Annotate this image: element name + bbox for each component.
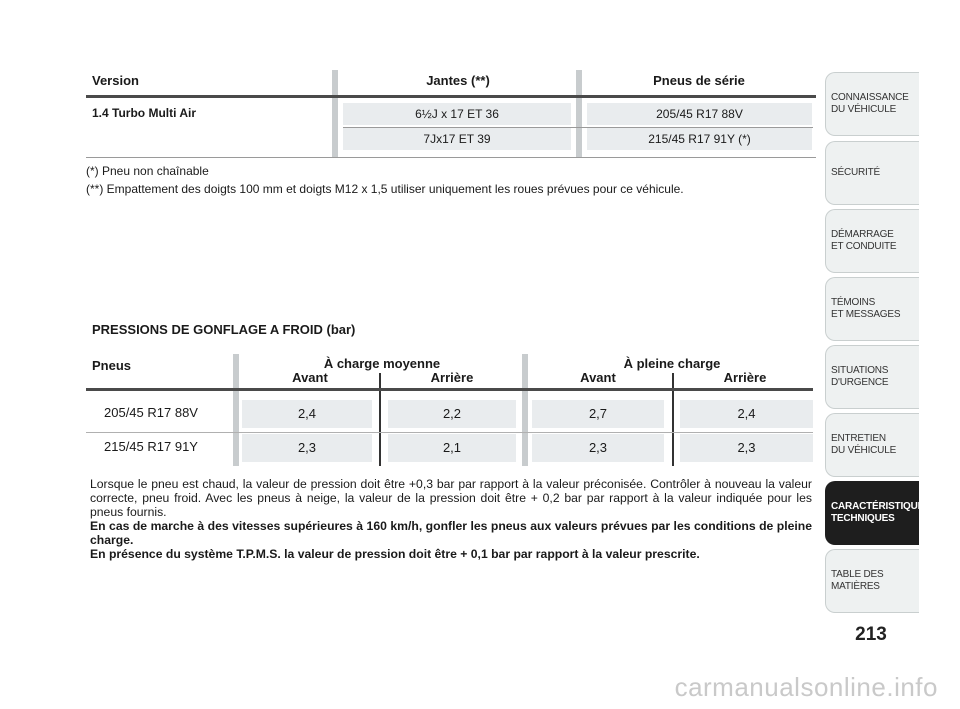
header-rule (86, 95, 816, 98)
pressure-value: 2,1 (388, 434, 516, 462)
header-tyres: Pneus (92, 358, 132, 373)
tab-situations[interactable]: SITUATIONS D'URGENCE (825, 345, 919, 409)
tyre-cell: 215/45 R17 91Y (*) (587, 128, 812, 150)
header-front: Avant (292, 370, 328, 385)
column-divider (522, 354, 528, 466)
header-rear: Arrière (430, 370, 474, 385)
column-divider (576, 70, 582, 158)
tab-caracteristiques[interactable]: CARACTÉRISTIQUES TECHNIQUES (825, 481, 919, 545)
header-rear: Arrière (723, 370, 767, 385)
column-divider (332, 70, 338, 158)
tab-demarrage[interactable]: DÉMARRAGE ET CONDUITE (825, 209, 919, 273)
tyre-cell: 205/45 R17 88V (587, 103, 812, 125)
header-version: Version (92, 73, 139, 88)
rim-cell: 7Jx17 ET 39 (343, 128, 571, 150)
header-rule (86, 388, 813, 391)
page-number: 213 (855, 624, 887, 645)
pressure-value: 2,7 (532, 400, 664, 428)
rim-cell: 6½J x 17 ET 36 (343, 103, 571, 125)
table-bottom-rule (86, 157, 816, 158)
paragraph-bold: En cas de marche à des vitesses supérieures à 160 km/h, gonfler les pneus aux valeurs prévues par les conditions de pleine charge. (90, 519, 812, 547)
section-title: PRESSIONS DE GONFLAGE A FROID (bar) (92, 322, 356, 337)
header-rims: Jantes (**) (426, 73, 490, 88)
header-medium-load: À charge moyenne (323, 356, 441, 371)
column-divider (379, 373, 381, 466)
tab-entretien[interactable]: ENTRETIEN DU VÉHICULE (825, 413, 919, 477)
version-name: 1.4 Turbo Multi Air (92, 106, 196, 120)
pressure-value: 2,4 (680, 400, 813, 428)
watermark: carmanualsonline.info (674, 672, 938, 702)
paragraph-bold: En présence du système T.P.M.S. la valeur de pression doit être + 0,1 bar par rapport à la valeur prescrite. (90, 547, 700, 561)
footnote: (*) Pneu non chaînable (86, 164, 209, 178)
tyre-size: 205/45 R17 88V (104, 405, 198, 420)
pressure-value: 2,3 (680, 434, 813, 462)
header-full-load: À pleine charge (623, 356, 721, 371)
tab-temoins[interactable]: TÉMOINS ET MESSAGES (825, 277, 919, 341)
pressure-value: 2,2 (388, 400, 516, 428)
column-divider (233, 354, 239, 466)
header-front: Avant (580, 370, 616, 385)
header-tyres: Pneus de série (653, 73, 745, 88)
column-divider (672, 373, 674, 466)
footnote: (**) Empattement des doigts 100 mm et doigts M12 x 1,5 utiliser uniquement les roues prévues pour ce véhicule. (86, 182, 684, 196)
body-text (90, 477, 812, 561)
tab-securite[interactable]: SÉCURITÉ (825, 141, 919, 205)
row-divider (86, 432, 813, 433)
pressure-value: 2,3 (242, 434, 372, 462)
tab-connaissance[interactable]: CONNAISSANCE DU VÉHICULE (825, 72, 919, 136)
tab-table-matieres[interactable]: TABLE DES MATIÈRES (825, 549, 919, 613)
pressure-value: 2,3 (532, 434, 664, 462)
paragraph-normal: Lorsque le pneu est chaud, la valeur de pression doit être +0,3 bar par rapport à la valeur préconisée. Contrôler à nouveau la valeur correcte, pneu froid. Avec les pneus à neige, la valeur de la pression doit être + 0,2 bar par rapport à la valeur indiquée pour les pneus fournis. (90, 477, 812, 519)
tyre-size: 215/45 R17 91Y (104, 439, 198, 454)
pressure-value: 2,4 (242, 400, 372, 428)
